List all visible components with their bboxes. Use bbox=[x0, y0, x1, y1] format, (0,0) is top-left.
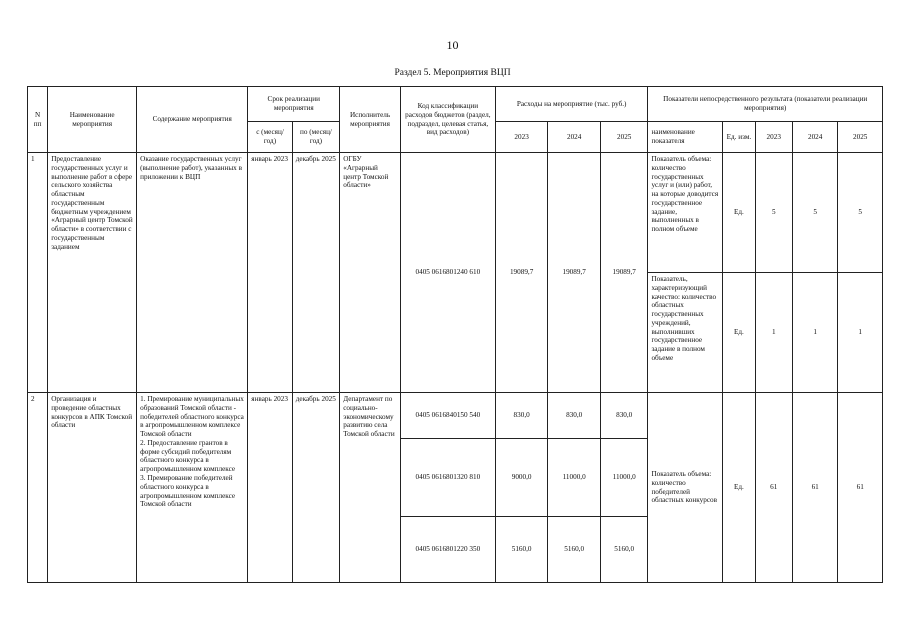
row1-content: Оказание государственных услуг (выполнение работ), указанных в приложении к ВЦП bbox=[137, 153, 248, 393]
row1-to: декабрь 2025 bbox=[292, 153, 340, 393]
header-indicator-name: наименование показателя bbox=[648, 122, 723, 153]
row1-from: январь 2023 bbox=[248, 153, 292, 393]
header-indicator-unit: Ед. изм. bbox=[723, 122, 755, 153]
row2-line3-2025: 5160,0 bbox=[600, 517, 648, 583]
header-indicator-2025: 2025 bbox=[838, 122, 883, 153]
row2-line1-2023: 830,0 bbox=[495, 393, 548, 439]
row1-num: 1 bbox=[28, 153, 48, 393]
row2-line1-code: 0405 0616840150 540 bbox=[400, 393, 495, 439]
row2-content-item: 3. Премирование победителей областного конкурса в агропромышленном комплексе Томской области bbox=[140, 474, 236, 509]
row1-indicator1-2024: 5 bbox=[792, 153, 837, 273]
header-expense-2025: 2025 bbox=[600, 122, 648, 153]
row2-line2-code: 0405 0616801320 810 bbox=[400, 439, 495, 517]
header-expenses: Расходы на мероприятие (тыс. руб.) bbox=[495, 87, 648, 122]
header-row-1 bbox=[28, 87, 883, 122]
row1-expense-2023: 19089,7 bbox=[495, 153, 548, 393]
row1-indicator2-unit: Ед. bbox=[723, 273, 755, 393]
header-indicators: Показатели непосредственного результата (показатели реализации мероприятия) bbox=[648, 87, 883, 122]
row1-indicator2-2024: 1 bbox=[792, 273, 837, 393]
header-expense-2023: 2023 bbox=[495, 122, 548, 153]
row2-num: 2 bbox=[28, 393, 48, 583]
row2-indicator-2025: 61 bbox=[838, 393, 883, 583]
row2-line1-2024: 830,0 bbox=[548, 393, 601, 439]
row2-line1-2025: 830,0 bbox=[600, 393, 648, 439]
table-row bbox=[28, 153, 883, 273]
row2-content-item: 2. Предоставление грантов в форме субсидий победителям областного конкурса в агропромышленном комплексе bbox=[140, 438, 236, 474]
header-code: Код классификации расходов бюджетов (раздел, подраздел, целевая статья, вид расходов) bbox=[400, 87, 495, 153]
header-period: Срок реализации мероприятия bbox=[248, 87, 340, 122]
row1-name: Предоставление государственных услуг и выполнение работ в сфере сельского хозяйства областным государственным бюджетным учреждением «Аграрный центр Томской области» в соответствии с государственным заданием bbox=[48, 153, 137, 393]
measures-table bbox=[27, 86, 883, 583]
header-executor: Исполнитель мероприятия bbox=[340, 87, 401, 153]
row2-executor: Департамент по социально-экономическому развитию села Томской области bbox=[340, 393, 401, 583]
row2-line2-2025: 11000,0 bbox=[600, 439, 648, 517]
row2-line2-2023: 9000,0 bbox=[495, 439, 548, 517]
header-indicator-2024: 2024 bbox=[792, 122, 837, 153]
header-period-from: с (месяц/год) bbox=[248, 122, 292, 153]
row2-line2-2024: 11000,0 bbox=[548, 439, 601, 517]
row1-indicator2-name: Показатель, характеризующий качество: количество областных государственных учреждений, выполнивших государственное задание в полном объеме bbox=[648, 273, 723, 393]
row2-to: декабрь 2025 bbox=[292, 393, 340, 583]
header-name: Наименование мероприятия bbox=[48, 87, 137, 153]
row2-indicator-2023: 61 bbox=[755, 393, 792, 583]
table-row bbox=[28, 393, 883, 439]
row2-from: январь 2023 bbox=[248, 393, 292, 583]
header-expense-2024: 2024 bbox=[548, 122, 601, 153]
row1-indicator1-unit: Ед. bbox=[723, 153, 755, 273]
row2-line3-2023: 5160,0 bbox=[495, 517, 548, 583]
row1-code: 0405 0616801240 610 bbox=[400, 153, 495, 393]
row1-indicator1-name: Показатель объема: количество государственных услуг и (или) работ, на которые доводится государственное задание, выполненных в полном объеме bbox=[648, 153, 723, 273]
row2-indicator-unit: Ед. bbox=[723, 393, 755, 583]
row1-indicator2-2023: 1 bbox=[755, 273, 792, 393]
row2-content-item: 1. Премирование муниципальных образований Томской области - победителей областного конкурса в агропромышленном комплексе Томской области bbox=[140, 395, 244, 439]
section-title: Раздел 5. Мероприятия ВЦП bbox=[394, 68, 511, 78]
row1-indicator1-2025: 5 bbox=[838, 153, 883, 273]
row2-line3-code: 0405 0616801220 350 bbox=[400, 517, 495, 583]
row1-indicator2-2025: 1 bbox=[838, 273, 883, 393]
row2-line3-2024: 5160,0 bbox=[548, 517, 601, 583]
page-number: 10 bbox=[446, 38, 459, 52]
row2-name: Организация и проведение областных конкурсов в АПК Томской области bbox=[48, 393, 137, 583]
row1-expense-2024: 19089,7 bbox=[548, 153, 601, 393]
row2-indicator-name: Показатель объема: количество победителей областных конкурсов bbox=[648, 393, 723, 583]
header-period-to: по (месяц/год) bbox=[292, 122, 340, 153]
header-indicator-2023: 2023 bbox=[755, 122, 792, 153]
row2-indicator-2024: 61 bbox=[792, 393, 837, 583]
row1-executor: ОГБУ «Аграрный центр Томской области» bbox=[340, 153, 401, 393]
row1-indicator1-2023: 5 bbox=[755, 153, 792, 273]
header-num: N пп bbox=[28, 87, 48, 153]
row2-content bbox=[137, 393, 248, 583]
row1-expense-2025: 19089,7 bbox=[600, 153, 648, 393]
header-content: Содержание мероприятия bbox=[137, 87, 248, 153]
